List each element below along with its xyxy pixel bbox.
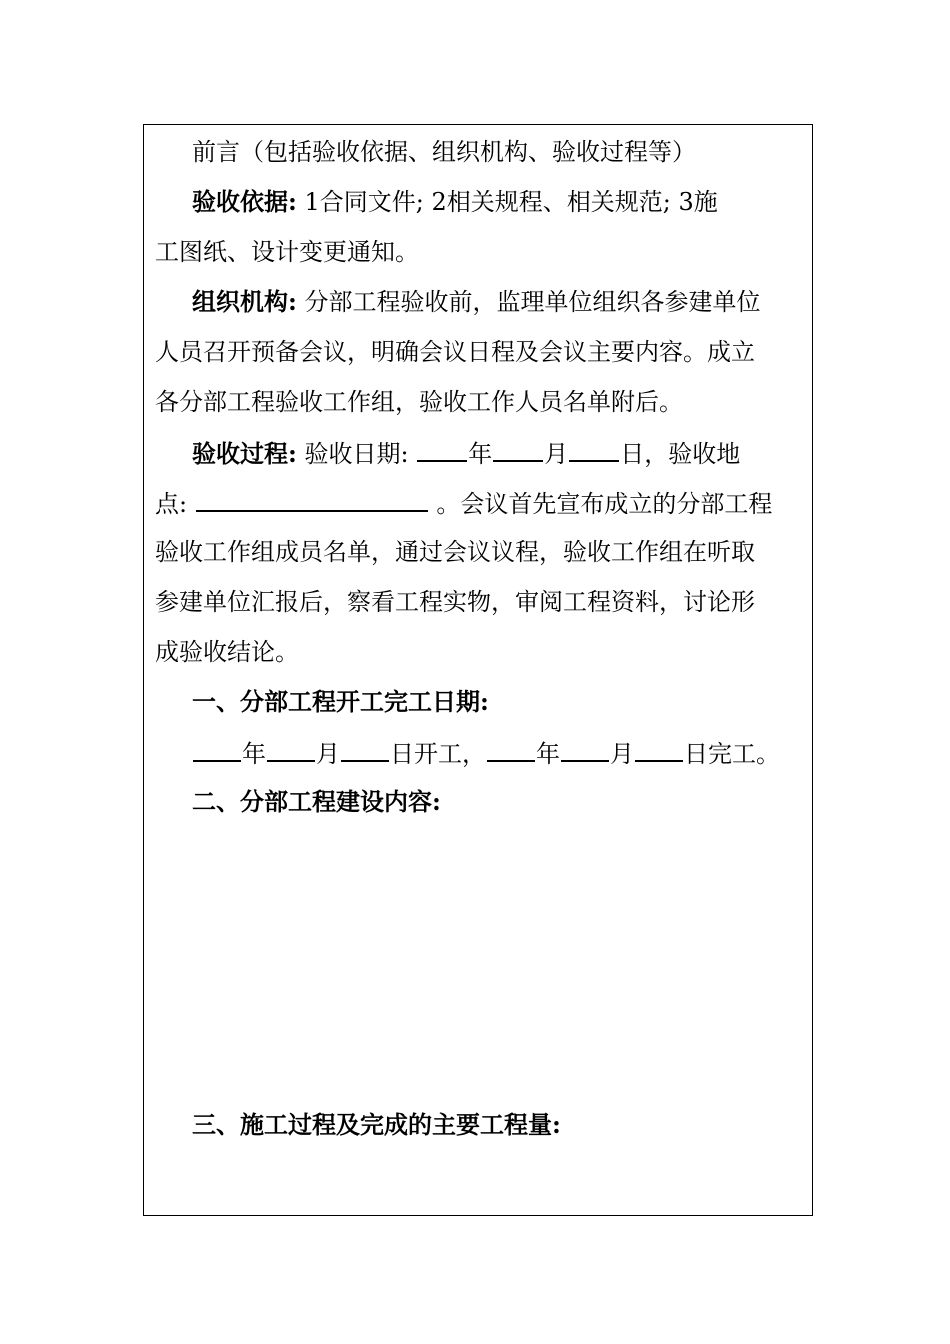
preface-line [192, 135, 805, 169]
process-line-4 [155, 585, 805, 619]
section3-title-line [192, 1108, 805, 1142]
process-date-prefix: 验收日期: [296, 440, 417, 468]
end-month-blank[interactable] [561, 735, 609, 762]
organization-text-1: 分部工程验收前，监理单位组织各参建单位 [296, 288, 761, 316]
process-line-2 [155, 485, 805, 519]
start-day-blank[interactable] [341, 735, 389, 762]
organization-line-2 [155, 335, 805, 369]
start-month-unit: 月 [316, 740, 340, 768]
process-text-5: 成验收结论。 [155, 638, 299, 666]
end-day-blank[interactable] [635, 735, 683, 762]
process-line-3 [155, 535, 805, 569]
preface-text: 前言（包括验收依据、组织机构、验收过程等） [192, 138, 696, 166]
process-month-unit: 月 [544, 440, 569, 468]
section3-title: 三、施工过程及完成的主要工程量: [192, 1110, 561, 1139]
section1-title-line [192, 685, 805, 719]
process-line-1 [192, 435, 805, 469]
process-day-blank[interactable] [569, 435, 619, 462]
process-month-blank[interactable] [493, 435, 543, 462]
section2-title: 二、分部工程建设内容: [192, 787, 441, 816]
start-year-blank[interactable] [193, 735, 241, 762]
basis-text-1: 1合同文件; 2相关规程、相关规范; 3施 [296, 188, 718, 216]
organization-line-1 [192, 285, 805, 319]
process-text-4: 参建单位汇报后，察看工程实物，审阅工程资料，讨论形 [155, 588, 755, 616]
end-year-unit: 年 [536, 740, 560, 768]
process-place-prefix: 点: [155, 490, 195, 518]
start-suffix: 日开工， [390, 740, 486, 768]
process-year-blank[interactable] [417, 435, 467, 462]
start-month-blank[interactable] [267, 735, 315, 762]
process-year-unit: 年 [468, 440, 493, 468]
basis-line-1 [192, 185, 805, 219]
process-day-suffix: 日，验收地 [620, 440, 741, 468]
end-suffix: 日完工。 [684, 740, 780, 768]
organization-text-2: 人员召开预备会议，明确会议日程及会议主要内容。成立 [155, 338, 755, 366]
organization-text-3: 各分部工程验收工作组，验收工作人员名单附后。 [155, 388, 683, 416]
basis-text-2: 工图纸、设计变更通知。 [155, 238, 419, 266]
end-year-blank[interactable] [487, 735, 535, 762]
section1-dates-line [192, 735, 805, 769]
process-text-3: 验收工作组成员名单，通过会议议程，验收工作组在听取 [155, 538, 755, 566]
process-label: 验收过程: [192, 439, 297, 468]
process-line2-rest: 。会议首先宣布成立的分部工程 [428, 490, 773, 518]
start-year-unit: 年 [242, 740, 266, 768]
basis-label: 验收依据: [192, 187, 297, 216]
basis-line-2 [155, 235, 805, 269]
organization-label: 组织机构: [192, 287, 297, 316]
process-place-blank[interactable] [196, 485, 428, 512]
end-month-unit: 月 [610, 740, 634, 768]
process-line-5 [155, 635, 805, 669]
organization-line-3 [155, 385, 805, 419]
section1-title: 一、分部工程开工完工日期: [192, 687, 489, 716]
section2-title-line [192, 785, 805, 819]
